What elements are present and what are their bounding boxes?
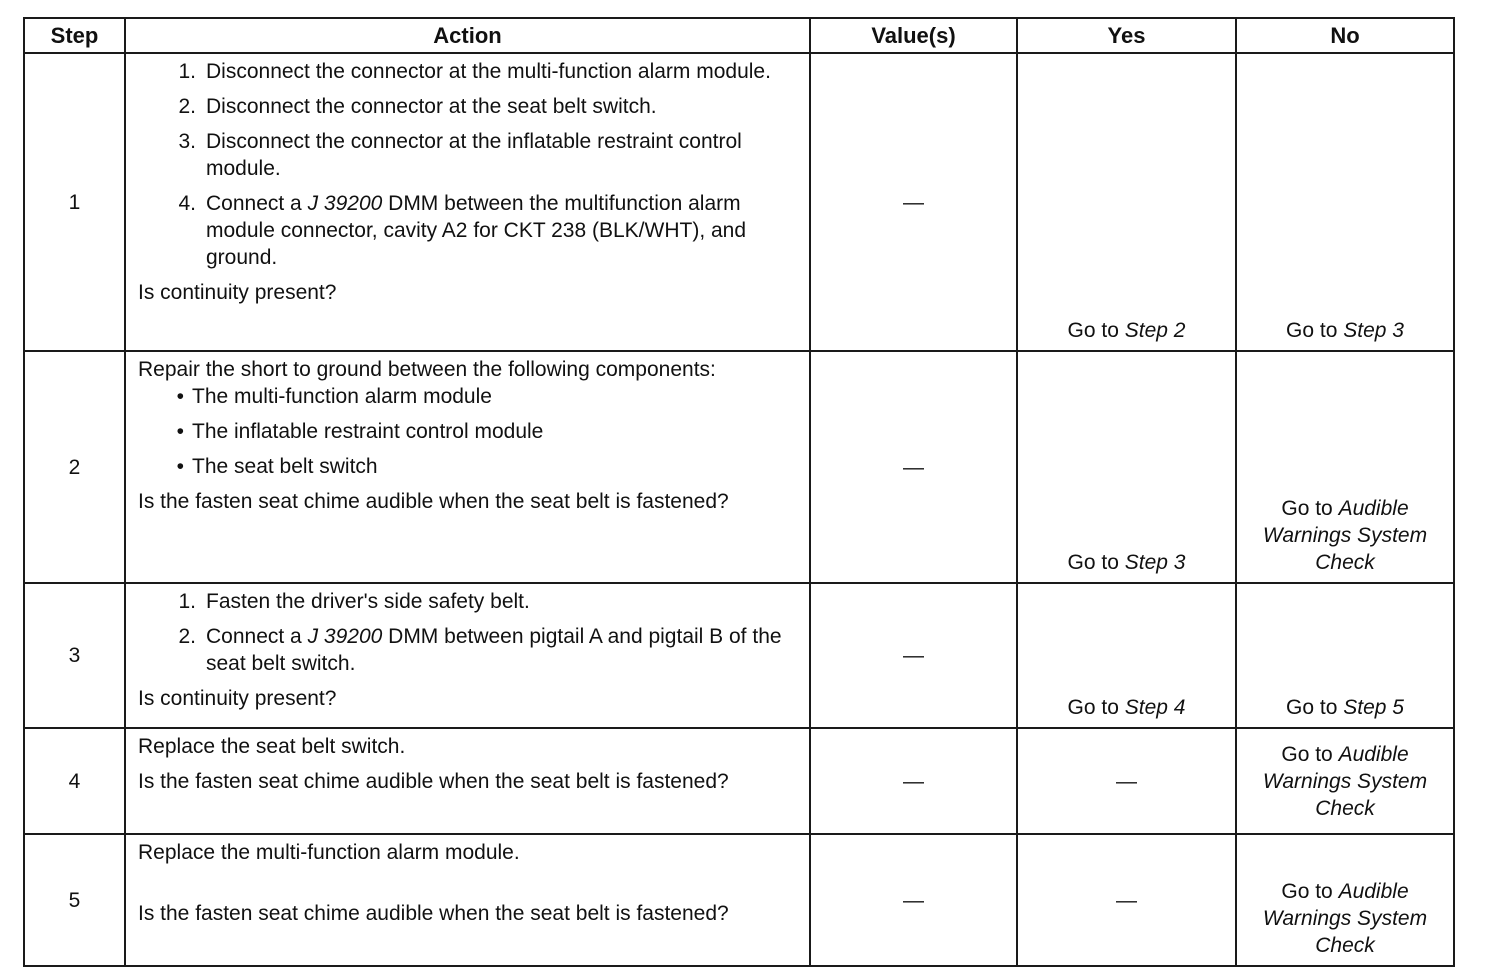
action-steps bbox=[138, 58, 799, 271]
step-item-number: 4. bbox=[178, 192, 196, 215]
no-result: Go to Audible Warnings System Check bbox=[1236, 351, 1454, 583]
table-row bbox=[24, 53, 1454, 351]
list-item: • The inflatable restraint control module bbox=[138, 418, 799, 445]
step-number: 1 bbox=[24, 53, 125, 351]
action-cell bbox=[125, 583, 810, 728]
action-instruction: Replace the multi-function alarm module. bbox=[138, 841, 520, 864]
step-item-number: 3. bbox=[178, 130, 196, 153]
step-item-number: 1. bbox=[178, 60, 196, 83]
step-item-text: Disconnect the connector at the multi-function alarm module. bbox=[206, 60, 771, 83]
tool-reference: J 39200 bbox=[307, 192, 383, 215]
check-link[interactable]: Audible Warnings System Check bbox=[1262, 880, 1428, 957]
action-question: Is the fasten seat chime audible when the seat belt is fastened? bbox=[138, 770, 729, 793]
action-cell bbox=[125, 834, 810, 966]
yes-result: Go to Step 2 bbox=[1017, 53, 1236, 351]
step-item-text: Fasten the driver's side safety belt. bbox=[206, 590, 530, 613]
list-item: • The multi-function alarm module bbox=[138, 383, 799, 410]
header-values: Value(s) bbox=[810, 18, 1017, 53]
step-number: 4 bbox=[24, 728, 125, 834]
step-number: 2 bbox=[24, 351, 125, 583]
component-list bbox=[138, 383, 799, 480]
header-action: Action bbox=[125, 18, 810, 53]
header-step: Step bbox=[24, 18, 125, 53]
action-cell bbox=[125, 53, 810, 351]
step-item-text: Connect a J 39200 DMM between pigtail A and pigtail B of the seat belt switch. bbox=[206, 625, 782, 675]
action-question: Is continuity present? bbox=[138, 687, 337, 710]
action-step bbox=[138, 93, 799, 120]
table-row bbox=[24, 351, 1454, 583]
step-link[interactable]: Step 3 bbox=[1124, 551, 1186, 574]
bullet-icon: • bbox=[176, 455, 184, 478]
table-row bbox=[24, 728, 1454, 834]
action-cell bbox=[125, 351, 810, 583]
value-cell: — bbox=[810, 53, 1017, 351]
step-item-text: Disconnect the connector at the inflatable restraint control module. bbox=[206, 130, 742, 180]
step-number: 3 bbox=[24, 583, 125, 728]
step-item-text: Connect a J 39200 DMM between the multifunction alarm module connector, cavity A2 for CKT 238 (BLK/WHT), and ground. bbox=[206, 192, 747, 269]
yes-result: Go to Step 3 bbox=[1017, 351, 1236, 583]
header-no: No bbox=[1236, 18, 1454, 53]
step-item-number: 2. bbox=[178, 95, 196, 118]
no-result: Go to Audible Warnings System Check bbox=[1236, 728, 1454, 834]
value-cell: — bbox=[810, 728, 1017, 834]
diagnostic-table bbox=[23, 17, 1455, 967]
spacer bbox=[138, 866, 799, 900]
action-cell bbox=[125, 728, 810, 834]
action-question: Is the fasten seat chime audible when the seat belt is fastened? bbox=[138, 902, 729, 925]
value-cell: — bbox=[810, 351, 1017, 583]
header-yes: Yes bbox=[1017, 18, 1236, 53]
step-link[interactable]: Step 4 bbox=[1124, 696, 1186, 719]
action-step bbox=[138, 588, 799, 615]
no-result: Go to Step 5 bbox=[1236, 583, 1454, 728]
action-step bbox=[138, 623, 799, 677]
value-cell: — bbox=[810, 834, 1017, 966]
header-row bbox=[24, 18, 1454, 53]
action-step bbox=[138, 190, 799, 271]
step-item-text: Disconnect the connector at the seat belt switch. bbox=[206, 95, 657, 118]
table-row bbox=[24, 583, 1454, 728]
step-item-number: 2. bbox=[178, 625, 196, 648]
step-link[interactable]: Step 3 bbox=[1343, 319, 1404, 342]
action-step bbox=[138, 128, 799, 182]
check-link[interactable]: Audible Warnings System Check bbox=[1262, 497, 1428, 574]
tool-reference: J 39200 bbox=[307, 625, 383, 648]
no-result: Go to Audible Warnings System Check bbox=[1236, 834, 1454, 966]
bullet-icon: • bbox=[176, 385, 184, 408]
list-item: • The seat belt switch bbox=[138, 453, 799, 480]
step-number: 5 bbox=[24, 834, 125, 966]
table-row bbox=[24, 834, 1454, 966]
action-intro: Repair the short to ground between the following components: bbox=[138, 358, 716, 381]
action-steps bbox=[138, 588, 799, 677]
step-item-number: 1. bbox=[178, 590, 196, 613]
value-cell: — bbox=[810, 583, 1017, 728]
action-step bbox=[138, 58, 799, 85]
action-question: Is continuity present? bbox=[138, 281, 337, 304]
bullet-icon: • bbox=[176, 420, 184, 443]
check-link[interactable]: Audible Warnings System Check bbox=[1262, 742, 1428, 820]
action-instruction: Replace the seat belt switch. bbox=[138, 735, 406, 758]
yes-result: — bbox=[1017, 834, 1236, 966]
step-link[interactable]: Step 5 bbox=[1343, 696, 1404, 719]
yes-result: — bbox=[1017, 728, 1236, 834]
no-result: Go to Step 3 bbox=[1236, 53, 1454, 351]
yes-result: Go to Step 4 bbox=[1017, 583, 1236, 728]
action-question: Is the fasten seat chime audible when the seat belt is fastened? bbox=[138, 490, 729, 513]
step-link[interactable]: Step 2 bbox=[1124, 319, 1186, 342]
